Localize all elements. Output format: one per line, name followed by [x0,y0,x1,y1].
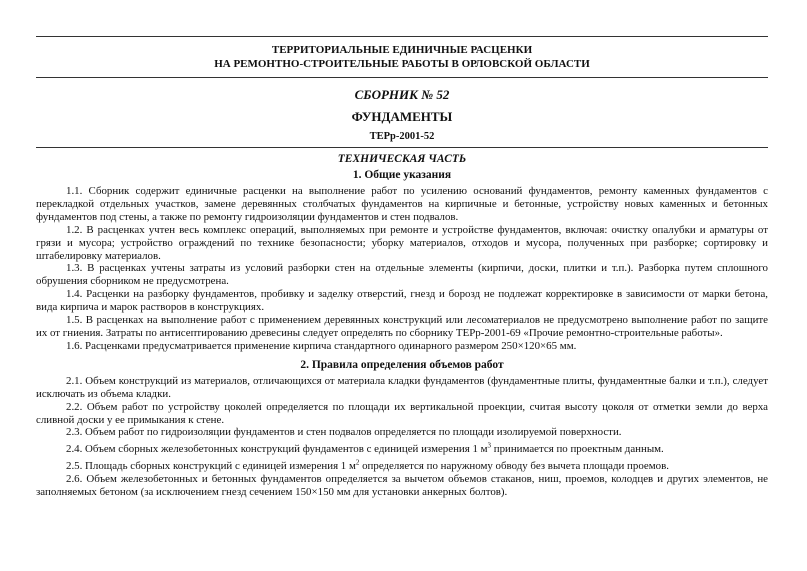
header-rule [36,77,768,78]
cubic-superscript: 3 [487,441,492,450]
document-page [36,36,768,499]
section-1-heading: 1. Общие указания [352,169,452,181]
paragraph-2-5-text: 2.5. Площадь сборных конструкций с единицей измерения 1 м [66,460,356,473]
paragraph-1-1: 1.1. Сборник содержит единичные расценки на выполнение работ по усилению оснований фундаментов, ремонту каменных фундаментов с перекладкой отдельных участков, замене деревянных столбчатых фундаментов на кирпичные и бетонные, устройству новых каменных и бетонных фундаментов под стены, а также по ремонту гидроизоляции фундаментов и стен подвалов. [36,185,768,223]
technical-part-heading: ТЕХНИЧЕСКАЯ ЧАСТЬ [337,153,467,165]
paragraph-2-5 [36,460,768,473]
paragraph-1-5: 1.5. В расценках на выполнение работ с применением деревянных конструкций или лесоматериалов не предусмотрено выполнение работ по защите их от гниения. Затраты по антисептированию древесины следует определять по сборнику ТЕРр-2001-69 «Прочие ремонтно-строительные работы». [36,314,768,339]
top-rule [36,36,768,37]
paragraph-2-1: 2.1. Объем конструкций из материалов, отличающихся от материала кладки фундаментов (фундаментные плиты, фундаментные балки и т.п.), следует исключать из объема кладки. [36,374,768,400]
section-2-heading: 2. Правила определения объемов работ [300,358,504,371]
document-header [36,43,768,71]
header-line-1: ТЕРРИТОРИАЛЬНЫЕ ЕДИНИЧНЫЕ РАСЦЕНКИ [271,44,533,56]
paragraph-1-2: 1.2. В расценках учтен весь комплекс операций, выполняемых при ремонте и устройстве фундаментов, включая: очистку опалубки и арматуры от грязи и мусора; устройство ограждений по технике безопасности; уборку материалов, отходов и мусора, полученных при разборке; сортировку и штабелировку материалов. [36,223,768,262]
paragraph-2-4 [36,443,768,456]
collection-number: СБОРНИК № 52 [354,87,450,102]
paragraph-1-4: 1.4. Расценки на разборку фундаментов, пробивку и заделку отверстий, гнезд и борозд не подлежат корректировке в зависимости от марки бетона, вида кирпича и марок растворов в конструкциях. [36,288,768,314]
square-superscript: 2 [355,458,360,467]
paragraph-2-2: 2.2. Объем работ по устройству цоколей определяется по площади их вертикальной проекции, считая высоту цоколя от отметки земли до верха сливной доски у ее примыкания к стене. [36,400,768,426]
paragraph-1-3: 1.3. В расценках учтены затраты из условий разборки стен на отдельные элементы (кирпичи, доски, плитки и т.п.). Разборка путем сплошного обрушения сборником не предусмотрена. [36,262,768,288]
title-rule [36,147,768,148]
collection-code: ТЕРр-2001-52 [369,131,435,142]
header-line-2: НА РЕМОНТНО-СТРОИТЕЛЬНЫЕ РАБОТЫ В ОРЛОВСКОЙ ОБЛАСТИ [214,58,590,70]
collection-title: ФУНДАМЕНТЫ [351,109,453,124]
paragraph-2-4-tail: принимается по проектным данным. [491,443,664,456]
paragraph-2-3: 2.3. Объем работ по гидроизоляции фундаментов и стен подвалов определяется по площади изолируемой поверхности. [66,426,622,439]
paragraph-1-6: 1.6. Расценками предусматривается применение кирпича стандартного одинарного размером 250×120×65 мм. [66,339,577,352]
paragraph-2-5-tail: определяется по наружному обводу без вычета площади проемов. [359,460,669,473]
paragraph-2-4-text: 2.4. Объем сборных железобетонных конструкций фундаментов с единицей измерения 1 м [66,443,488,456]
paragraph-2-6: 2.6. Объем железобетонных и бетонных фундаментов определяется за вычетом объемов стаканов, ниш, проемов, колодцев и других элементов, не заполняемых бетоном (за исключением гнезд сечением 150×150 мм для установки анкерных болтов). [36,473,768,499]
